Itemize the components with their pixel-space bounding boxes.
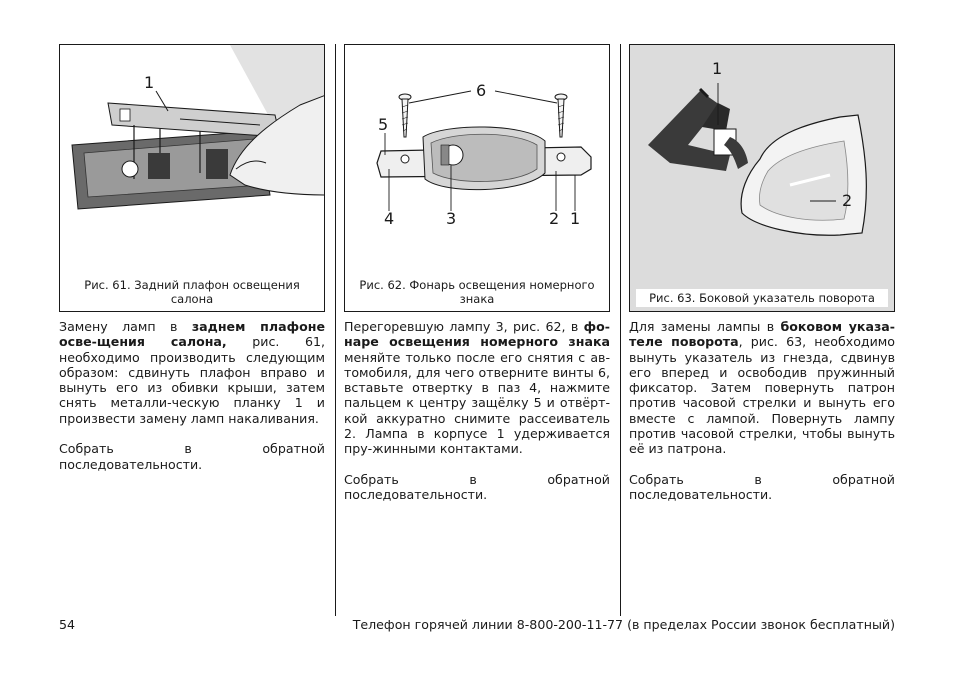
column-text-3 [629, 319, 895, 503]
figure-61 [59, 44, 325, 312]
callout-label: 2 [842, 191, 853, 210]
figure-caption: Рис. 63. Боковой указатель поворота [636, 289, 888, 307]
page-number: 54 [59, 617, 76, 632]
callout-label: 1 [144, 73, 155, 92]
paragraph: Перегоревшую лампу 3, рис. 62, в фо-наре освещения номерного знака меняйте только после его снятия с ав-томобиля, для чего отверните винты 6, вставьте отвертку в паз 4, нажмите пальцем к центру защёлку 5 и отвёрт-кой аккуратно снимите рассеиватель 2. Лампа в корпусе 1 удерживается пру-жинными контактами. [344, 319, 610, 457]
side-turn-signal-illustration [630, 45, 895, 312]
closing-paragraph: Собрать в обратной последовательности. [59, 441, 325, 472]
column-text-1 [59, 319, 325, 472]
bold-term: фо-наре освещения номерного знака [344, 319, 610, 350]
bold-term: заднем плафоне осве-щения салона, [59, 319, 325, 350]
column-divider-2 [620, 44, 621, 616]
paragraph: Для замены лампы в боковом указа-теле поворота, рис. 63, необходимо вынуть указатель из гнезда, сдвинув его вперед и освободив пружинный фиксатор. Затем повернуть патрон против часовой стрелки и вынуть его вместе с лампой. Повернуть лампу против часовой стрелки, чтобы вынуть её из патрона. [629, 319, 895, 457]
bold-term: боковом указа-теле поворота [629, 319, 895, 350]
column-divider-1 [335, 44, 336, 616]
closing-paragraph: Собрать в обратной последовательности. [629, 471, 895, 503]
figure-62 [344, 44, 610, 312]
rear-cabin-lamp-illustration [60, 45, 325, 312]
callout-label: 1 [712, 59, 723, 78]
figure-caption: Рис. 62. Фонарь освещения номерного знака [359, 278, 595, 306]
closing-paragraph: Собрать в обратной последовательности. [344, 471, 610, 503]
callout-label: 3 [446, 209, 457, 228]
figure-63 [629, 44, 895, 312]
column-text-2 [344, 319, 610, 503]
callout-label: 5 [378, 115, 389, 134]
figure-caption: Рис. 61. Задний плафон освещения салона [84, 278, 300, 306]
callout-label: 1 [570, 209, 581, 228]
paragraph: Замену ламп в заднем плафоне осве-щения салона, рис. 61, необходимо производить следующим образом: сдвинуть плафон вправо и вынуть его из обивки крыши, затем снять металли-ческую планку 1 и произвести замену ламп накаливания. [59, 319, 325, 426]
callout-label: 2 [549, 209, 560, 228]
callout-label: 4 [384, 209, 395, 228]
callout-label: 6 [476, 81, 487, 100]
hotline-footer: Телефон горячей линии 8-800-200-11-77 (в пределах России звонок бесплатный) [352, 617, 895, 632]
